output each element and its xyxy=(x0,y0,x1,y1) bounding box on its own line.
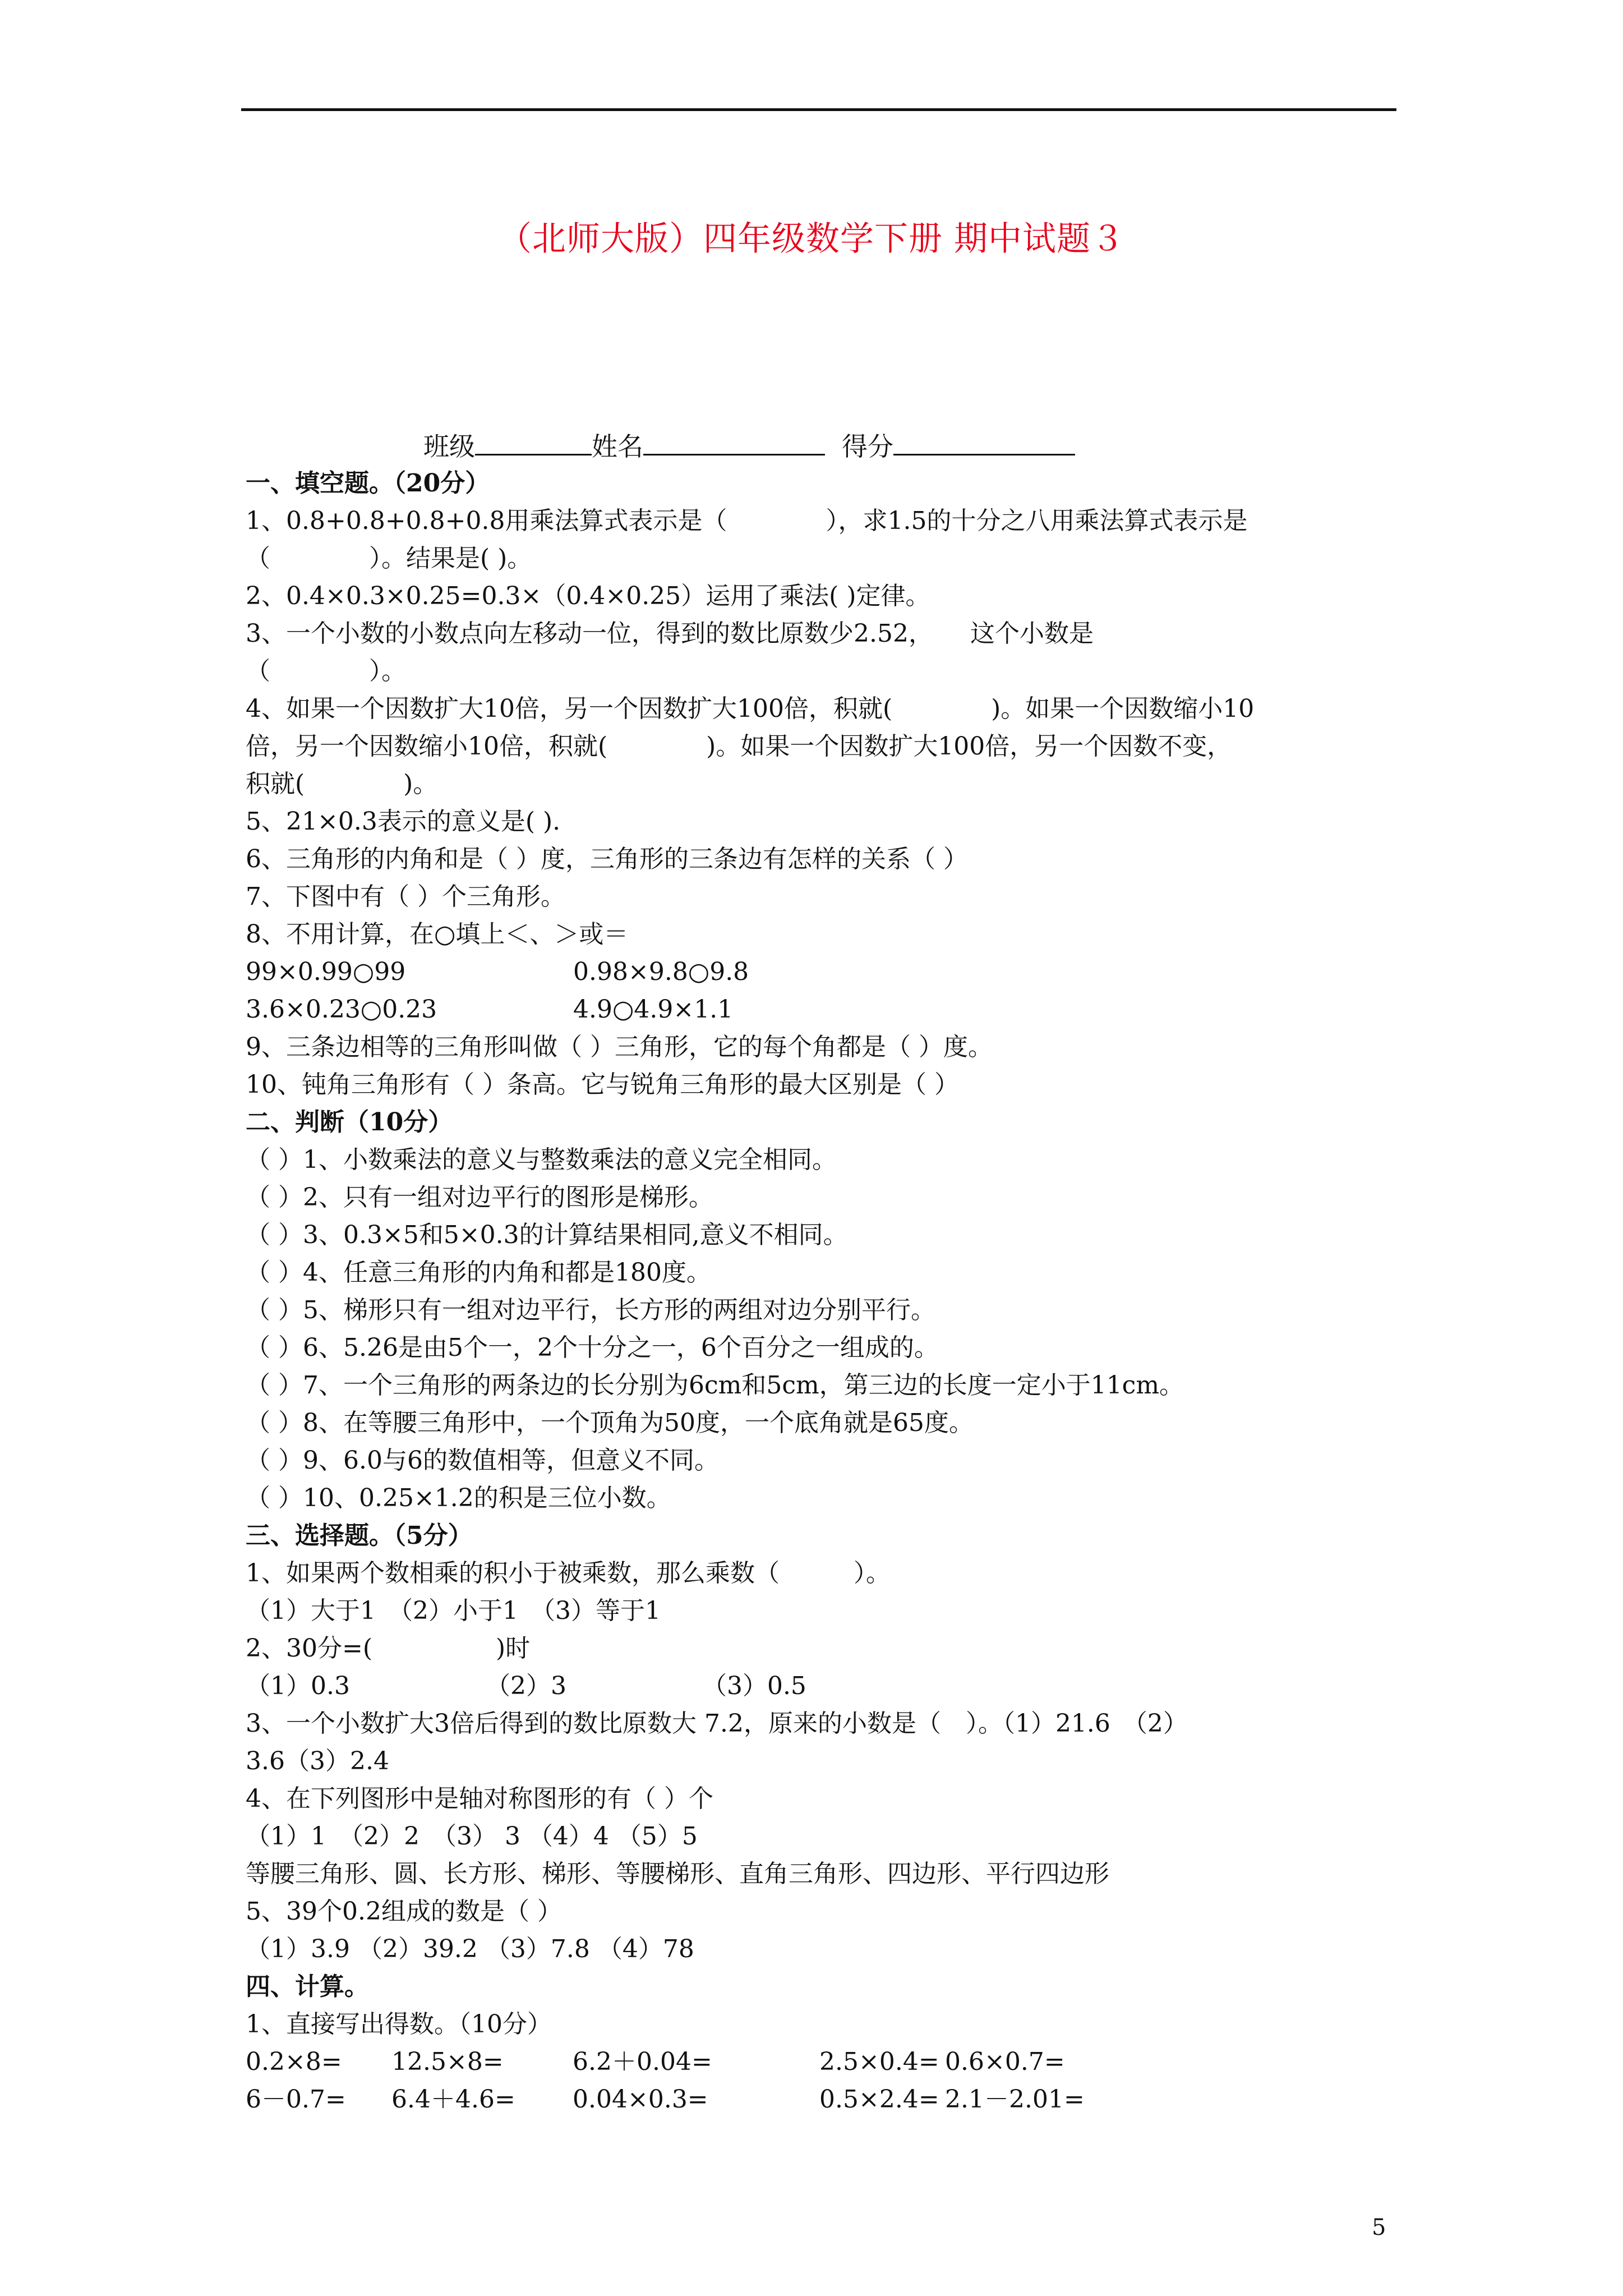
section-heading: 一、填空题。（20分） xyxy=(246,469,490,498)
name-blank[interactable] xyxy=(643,428,825,455)
student-info-row xyxy=(423,426,1075,463)
page-number: 5 xyxy=(1372,2215,1386,2240)
judgment-item: （ ）10、0.25×1.2的积是三位小数。 xyxy=(246,1484,671,1512)
calc-item: 6－0.7= xyxy=(246,2085,346,2114)
name-label: 姓名 xyxy=(592,431,643,462)
calc-item: 0.6×0.7= xyxy=(945,2047,1065,2076)
compare-item: 99×0.99○99 xyxy=(246,958,406,986)
calc-item: 2.5×0.4= xyxy=(819,2047,939,2076)
judgment-item: （ ）9、6.0与6的数值相等，但意义不同。 xyxy=(246,1446,719,1475)
class-blank[interactable] xyxy=(475,428,592,455)
question-line: 5、39个0.2组成的数是（ ） xyxy=(246,1897,562,1926)
class-label: 班级 xyxy=(423,431,475,462)
judgment-item: （ ）8、在等腰三角形中，一个顶角为50度，一个底角就是65度。 xyxy=(246,1409,974,1437)
judgment-item: （ ）1、小数乘法的意义与整数乘法的意义完全相同。 xyxy=(246,1145,837,1174)
question-line: 积就( )。 xyxy=(246,770,438,798)
judgment-item: （ ）6、5.26是由5个一，2个十分之一，6个百分之一组成的。 xyxy=(246,1333,939,1362)
judgment-item: （ ）4、任意三角形的内角和都是180度。 xyxy=(246,1258,711,1287)
question-line: （ ）。结果是( )。 xyxy=(246,544,532,573)
header-rule xyxy=(241,108,1396,111)
question-line: 4、如果一个因数扩大10倍，另一个因数扩大100倍，积就( )。如果一个因数缩小10 xyxy=(246,694,1255,723)
question-line: 8、不用计算，在○填上＜、＞或＝ xyxy=(246,920,629,949)
calc-item: 12.5×8= xyxy=(391,2047,504,2076)
question-line: 1、0.8+0.8+0.8+0.8用乘法算式表示是（ ），求1.5的十分之八用乘法算式表示是 xyxy=(246,507,1248,535)
compare-row xyxy=(246,991,1412,1028)
choice-options: （1）1 （2）2 （3） 3 （4）4 （5）5 xyxy=(246,1822,698,1851)
question-line: 等腰三角形、圆、长方形、梯形、等腰梯形、直角三角形、四边形、平行四边形 xyxy=(246,1860,1109,1888)
score-blank[interactable] xyxy=(893,428,1075,455)
choice-options: （1）3.9 （2）39.2 （3）7.8 （4）78 xyxy=(246,1935,694,1963)
question-line: 1、如果两个数相乘的积小于被乘数，那么乘数（ ）。 xyxy=(246,1559,891,1588)
question-line: 9、三条边相等的三角形叫做（ ）三角形，它的每个角都是（ ）度。 xyxy=(246,1033,993,1061)
question-line: 3、一个小数扩大3倍后得到的数比原数大 7.2，原来的小数是（ ）。（1）21.6 （2） xyxy=(246,1709,1188,1738)
calc-row xyxy=(246,2081,1412,2118)
compare-item: 4.9○4.9×1.1 xyxy=(573,995,734,1024)
calc-item: 6.4＋4.6= xyxy=(391,2085,515,2114)
question-line: 倍，另一个因数缩小10倍，积就( )。如果一个因数扩大100倍，另一个因数不变， xyxy=(246,732,1232,761)
page-title: （北师大版）四年级数学下册 期中试题３ xyxy=(497,219,1126,259)
judgment-item: （ ）7、一个三角形的两条边的长分别为6cm和5cm，第三边的长度一定小于11cm。 xyxy=(246,1371,1184,1400)
choice-options: 3.6（3）2.4 xyxy=(246,1747,389,1775)
section-heading: 二、判断（10分） xyxy=(246,1108,453,1137)
question-line: 5、21×0.3表示的意义是( ). xyxy=(246,807,561,836)
choice-options: （1）大于1 （2）小于1 （3）等于1 xyxy=(246,1596,661,1625)
compare-item: 3.6×0.23○0.23 xyxy=(246,995,437,1024)
question-line: 3、一个小数的小数点向左移动一位，得到的数比原数少2.52， 这个小数是 xyxy=(246,619,1094,648)
question-line: 2、30分=( )时 xyxy=(246,1634,531,1663)
question-line: 4、在下列图形中是轴对称图形的有（ ）个 xyxy=(246,1784,713,1813)
question-line: 7、下图中有（ ）个三角形。 xyxy=(246,882,565,911)
calc-item: 6.2＋0.04= xyxy=(573,2047,712,2076)
section-heading: 四、计算。 xyxy=(246,1972,369,2001)
score-label: 得分 xyxy=(842,431,893,462)
compare-item: 0.98×9.8○9.8 xyxy=(573,958,749,986)
calc-item: 2.1－2.01= xyxy=(945,2085,1085,2114)
judgment-item: （ ）5、梯形只有一组对边平行，长方形的两组对边分别平行。 xyxy=(246,1296,935,1324)
compare-row xyxy=(246,953,1412,991)
judgment-item: （ ）2、只有一组对边平行的图形是梯形。 xyxy=(246,1183,713,1212)
question-line: 10、钝角三角形有（ ）条高。它与锐角三角形的最大区别是（ ） xyxy=(246,1070,959,1099)
calc-item: 0.04×0.3= xyxy=(573,2085,708,2114)
question-line: 1、直接写出得数。（10分） xyxy=(246,2010,552,2039)
judgment-item: （ ）3、0.3×5和5×0.3的计算结果相同,意义不相同。 xyxy=(246,1221,848,1249)
question-line: 6、三角形的内角和是（ ）度，三角形的三条边有怎样的关系（ ） xyxy=(246,845,968,873)
question-line: 2、0.4×0.3×0.25=0.3×（0.4×0.25）运用了乘法( )定律。 xyxy=(246,582,930,610)
exam-content xyxy=(246,464,1412,2118)
calc-item: 0.2×8= xyxy=(246,2047,342,2076)
choice-options: （1）0.3 （2）3 （3）0.5 xyxy=(246,1672,806,1700)
calc-row xyxy=(246,2043,1412,2081)
calc-item: 0.5×2.4= xyxy=(819,2085,939,2114)
section-heading: 三、选择题。（5分） xyxy=(246,1521,473,1550)
question-line: （ ）。 xyxy=(246,657,406,685)
